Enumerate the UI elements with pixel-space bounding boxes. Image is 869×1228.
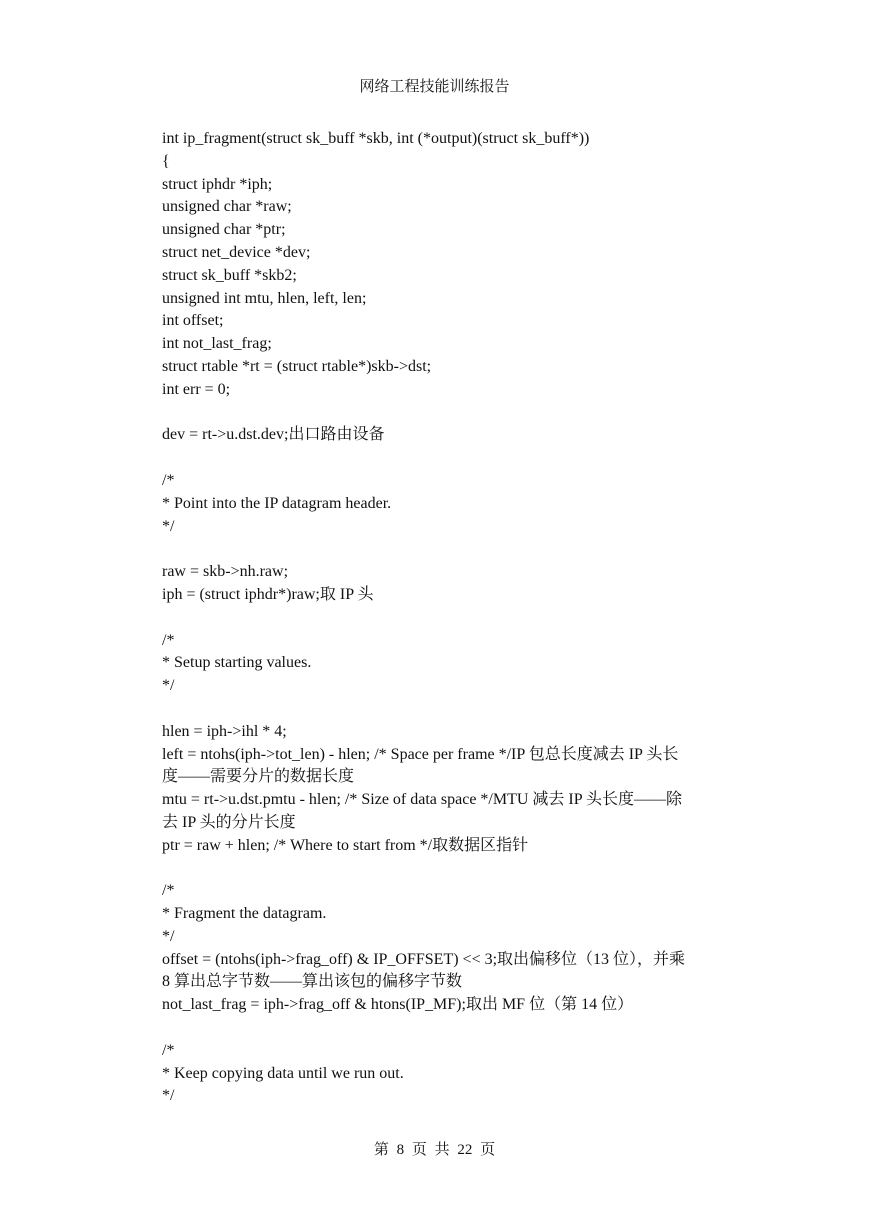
code-line: int offset; xyxy=(162,312,224,330)
code-line: * Setup starting values. xyxy=(162,654,312,672)
code-line: 去 IP 头的分片长度 xyxy=(162,813,296,831)
code-line: left = ntohs(iph->tot_len) - hlen; /* Space per frame */IP 包总长度减去 IP 头长 xyxy=(162,745,679,763)
code-line: unsigned char *raw; xyxy=(162,198,292,216)
code-line: int not_last_frag; xyxy=(162,335,272,353)
code-line: unsigned char *ptr; xyxy=(162,221,286,239)
code-listing xyxy=(162,128,742,1108)
code-line: */ xyxy=(162,1087,175,1105)
code-line xyxy=(162,858,742,881)
code-line: * Keep copying data until we run out. xyxy=(162,1064,404,1082)
code-line: mtu = rt->u.dst.pmtu - hlen; /* Size of data space */MTU 减去 IP 头长度——除 xyxy=(162,791,683,809)
code-line: 8 算出总字节数——算出该包的偏移字节数 xyxy=(162,973,463,991)
code-line: struct rtable *rt = (struct rtable*)skb->dst; xyxy=(162,357,432,375)
code-line: not_last_frag = iph->frag_off & htons(IP_MF);取出 MF 位（第 14 位） xyxy=(162,996,634,1014)
code-line: * Fragment the datagram. xyxy=(162,905,327,923)
code-line: dev = rt->u.dst.dev;出口路由设备 xyxy=(162,426,385,444)
code-line: /* xyxy=(162,1041,175,1059)
code-line: unsigned int mtu, hlen, left, len; xyxy=(162,289,367,307)
code-line: * Point into the IP datagram header. xyxy=(162,494,392,512)
code-line: /* xyxy=(162,631,175,649)
code-line: hlen = iph->ihl * 4; xyxy=(162,722,287,740)
code-line: struct sk_buff *skb2; xyxy=(162,266,297,284)
code-line xyxy=(162,402,742,425)
code-line: */ xyxy=(162,517,175,535)
code-line: { xyxy=(162,152,170,170)
code-line xyxy=(162,1017,742,1040)
code-line: /* xyxy=(162,471,175,489)
page-footer: 第 8 页 共 22 页 xyxy=(373,1142,496,1158)
code-line xyxy=(162,698,742,721)
code-line: 度——需要分片的数据长度 xyxy=(162,768,355,786)
code-line xyxy=(162,538,742,561)
code-line: ptr = raw + hlen; /* Where to start from */取数据区指针 xyxy=(162,836,529,854)
code-line: */ xyxy=(162,927,175,945)
code-line: struct iphdr *iph; xyxy=(162,175,273,193)
code-line: iph = (struct iphdr*)raw;取 IP 头 xyxy=(162,585,374,603)
code-line: struct net_device *dev; xyxy=(162,243,311,261)
code-line: offset = (ntohs(iph->frag_off) & IP_OFFSET) << 3;取出偏移位（13 位），并乘 xyxy=(162,950,686,968)
code-line: /* xyxy=(162,882,175,900)
code-line: int err = 0; xyxy=(162,380,231,398)
code-line xyxy=(162,607,742,630)
code-line: raw = skb->nh.raw; xyxy=(162,563,289,581)
code-line: */ xyxy=(162,677,175,695)
page-header: 网络工程技能训练报告 xyxy=(359,79,510,95)
code-line xyxy=(162,447,742,470)
code-line: int ip_fragment(struct sk_buff *skb, int (*output)(struct sk_buff*)) xyxy=(162,130,590,147)
